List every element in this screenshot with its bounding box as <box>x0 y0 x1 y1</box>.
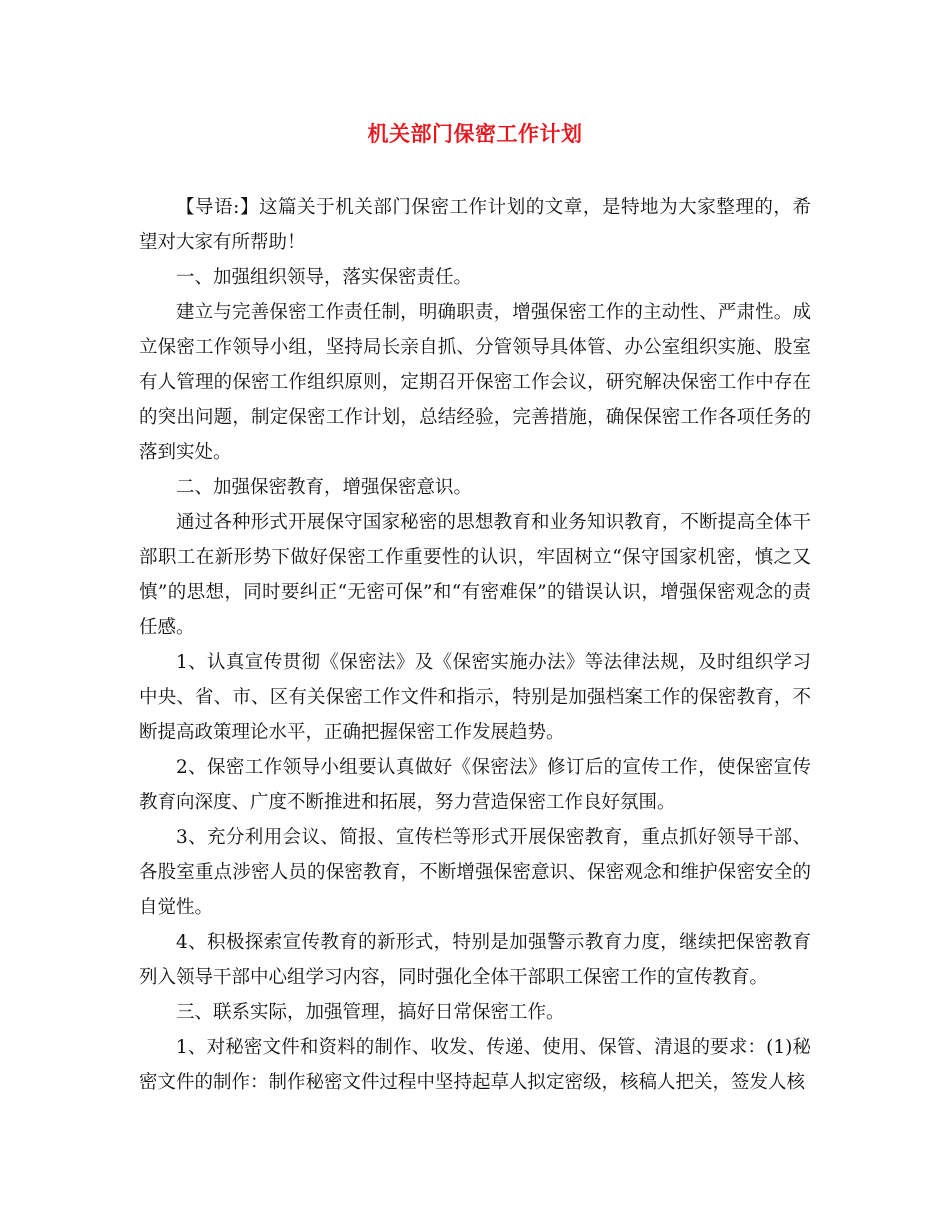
list-item: 3、充分利用会议、简报、宣传栏等形式开展保密教育，重点抓好领导干部、各股室重点涉密人员的保密教育，不断增强保密意识、保密观念和维护保密安全的自觉性。 <box>139 827 811 918</box>
document-body <box>139 190 811 1100</box>
section-heading-1: 一、加强组织领导，落实保密责任。 <box>176 267 473 288</box>
paragraph-intro: 【导语:】这篇关于机关部门保密工作计划的文章，是特地为大家整理的，希望对大家有所帮助！ <box>139 197 811 253</box>
paragraph: 通过各种形式开展保守国家秘密的思想教育和业务知识教育，不断提高全体干部职工在新形势下做好保密工作重要性的认识，牢固树立“保守国家机密，慎之又慎”的思想，同时要纠正“无密可保”和“有密难保”的错误认识，增强保密观念的责任感。 <box>139 512 811 638</box>
paragraph: 建立与完善保密工作责任制，明确职责，增强保密工作的主动性、严肃性。成立保密工作领导小组，坚持局长亲自抓、分管领导具体管、办公室组织实施、股室有人管理的保密工作组织原则，定期召开保密工作会议，研究解决保密工作中存在的突出问题，制定保密工作计划，总结经验，完善措施，确保保密工作各项任务的落到实处。 <box>139 302 811 463</box>
list-item: 2、保密工作领导小组要认真做好《保密法》修订后的宣传工作，使保密宣传教育向深度、广度不断推进和拓展，努力营造保密工作良好氛围。 <box>139 757 811 813</box>
section-heading-3: 三、联系实际，加强管理，搞好日常保密工作。 <box>176 1002 565 1023</box>
document-title: 机关部门保密工作计划 <box>367 121 583 146</box>
section-heading-2: 二、加强保密教育，增强保密意识。 <box>176 477 473 498</box>
list-item: 1、对秘密文件和资料的制作、收发、传递、使用、保管、清退的要求：(1)秘密文件的制作：制作秘密文件过程中坚持起草人拟定密级，核稿人把关，签发人核 <box>139 1037 811 1093</box>
list-item: 4、积极探索宣传教育的新形式，特别是加强警示教育力度，继续把保密教育列入领导干部中心组学习内容，同时强化全体干部职工保密工作的宣传教育。 <box>139 932 811 988</box>
list-item: 1、认真宣传贯彻《保密法》及《保密实施办法》等法律法规，及时组织学习中央、省、市、区有关保密工作文件和指示，特别是加强档案工作的保密教育，不断提高政策理论水平，正确把握保密工作发展趋势。 <box>139 652 811 743</box>
